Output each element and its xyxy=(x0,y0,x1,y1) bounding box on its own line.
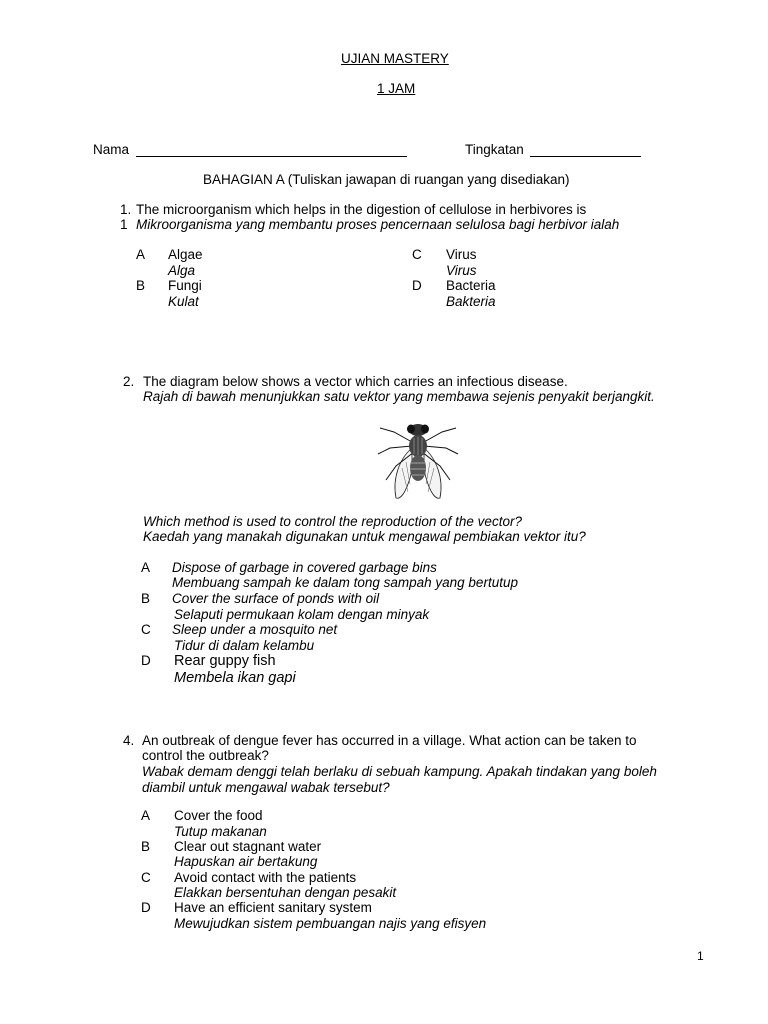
option-letter: C xyxy=(412,247,422,262)
option-text-ms: Virus xyxy=(446,263,477,278)
question-number-ms: 1 xyxy=(120,217,128,232)
question-number: 1. xyxy=(120,202,132,217)
option-letter: B xyxy=(136,278,146,293)
option-letter: A xyxy=(141,560,151,575)
question-prompt-en: Which method is used to control the reproduction of the vector? xyxy=(143,514,522,529)
option-text-en: Have an efficient sanitary system xyxy=(174,900,372,915)
option-text-ms: Tidur di dalam kelambu xyxy=(174,638,315,653)
option-text-en: Clear out stagnant water xyxy=(174,839,322,854)
option-text-ms: Selaputi permukaan kolam dengan minyak xyxy=(174,607,430,622)
option-letter: B xyxy=(141,839,151,854)
option-text-ms: Tutup makanan xyxy=(174,824,267,839)
class-blank-line[interactable] xyxy=(530,156,641,157)
name-label: Nama xyxy=(93,142,130,157)
page-number: 1 xyxy=(697,949,704,963)
option-text-ms: Kulat xyxy=(168,294,199,309)
question-number: 2. xyxy=(123,374,135,389)
question-prompt-ms: Kaedah yang manakah digunakan untuk mengawal pembiakan vektor itu? xyxy=(143,529,586,544)
question-text-en: The microorganism which helps in the digestion of cellulose in herbivores is xyxy=(136,202,587,217)
option-text-en: Rear guppy fish xyxy=(174,653,276,669)
question-text-ms: Wabak demam denggi telah berlaku di sebuah kampung. Apakah tindakan yang boleh xyxy=(142,764,657,779)
option-letter: A xyxy=(141,808,151,823)
option-text-en: Avoid contact with the patients xyxy=(174,870,357,885)
option-text-en: Cover the food xyxy=(174,808,263,823)
option-text-en: Virus xyxy=(446,247,477,262)
page-title: UJIAN MASTERY xyxy=(341,51,449,66)
question-text-ms: Rajah di bawah menunjukkan satu vektor yang membawa sejenis penyakit berjangkit. xyxy=(143,389,655,404)
question-text-ms: Mikroorganisma yang membantu proses pencernaan selulosa bagi herbivor ialah xyxy=(136,217,620,232)
option-text-ms: Bakteria xyxy=(446,294,496,309)
option-text-en: Sleep under a mosquito net xyxy=(172,622,338,637)
option-text-en: Bacteria xyxy=(446,278,496,293)
option-letter: C xyxy=(141,622,151,637)
class-label: Tingkatan xyxy=(465,142,524,157)
question-text-ms: diambil untuk mengawal wabak tersebut? xyxy=(142,780,390,795)
option-text-ms: Membuang sampah ke dalam tong sampah yang bertutup xyxy=(172,575,518,590)
section-heading: BAHAGIAN A (Tuliskan jawapan di ruangan yang disediakan) xyxy=(203,172,570,187)
name-blank-line[interactable] xyxy=(136,156,407,157)
option-text-en: Algae xyxy=(168,247,203,262)
question-number: 4. xyxy=(123,733,135,748)
option-text-ms: Alga xyxy=(168,263,196,278)
housefly-icon xyxy=(372,418,464,502)
option-text-ms: Hapuskan air bertakung xyxy=(174,854,318,869)
option-text-ms: Membela ikan gapi xyxy=(174,670,296,686)
option-letter: B xyxy=(141,591,151,606)
question-text-en: An outbreak of dengue fever has occurred in a village. What action can be taken to xyxy=(142,733,637,748)
duration-label: 1 JAM xyxy=(377,81,416,96)
option-letter: D xyxy=(412,278,422,293)
option-text-ms: Mewujudkan sistem pembuangan najis yang efisyen xyxy=(174,916,487,931)
question-text-en: control the outbreak? xyxy=(142,748,269,763)
option-text-ms: Elakkan bersentuhan dengan pesakit xyxy=(174,885,397,900)
option-letter: D xyxy=(141,653,151,668)
option-text-en: Dispose of garbage in covered garbage bins xyxy=(172,560,437,575)
option-letter: A xyxy=(136,247,146,262)
option-text-en: Fungi xyxy=(168,278,202,293)
option-letter: C xyxy=(141,870,151,885)
question-text-en: The diagram below shows a vector which carries an infectious disease. xyxy=(143,374,568,389)
option-text-en: Cover the surface of ponds with oil xyxy=(172,591,380,606)
option-letter: D xyxy=(141,900,151,915)
